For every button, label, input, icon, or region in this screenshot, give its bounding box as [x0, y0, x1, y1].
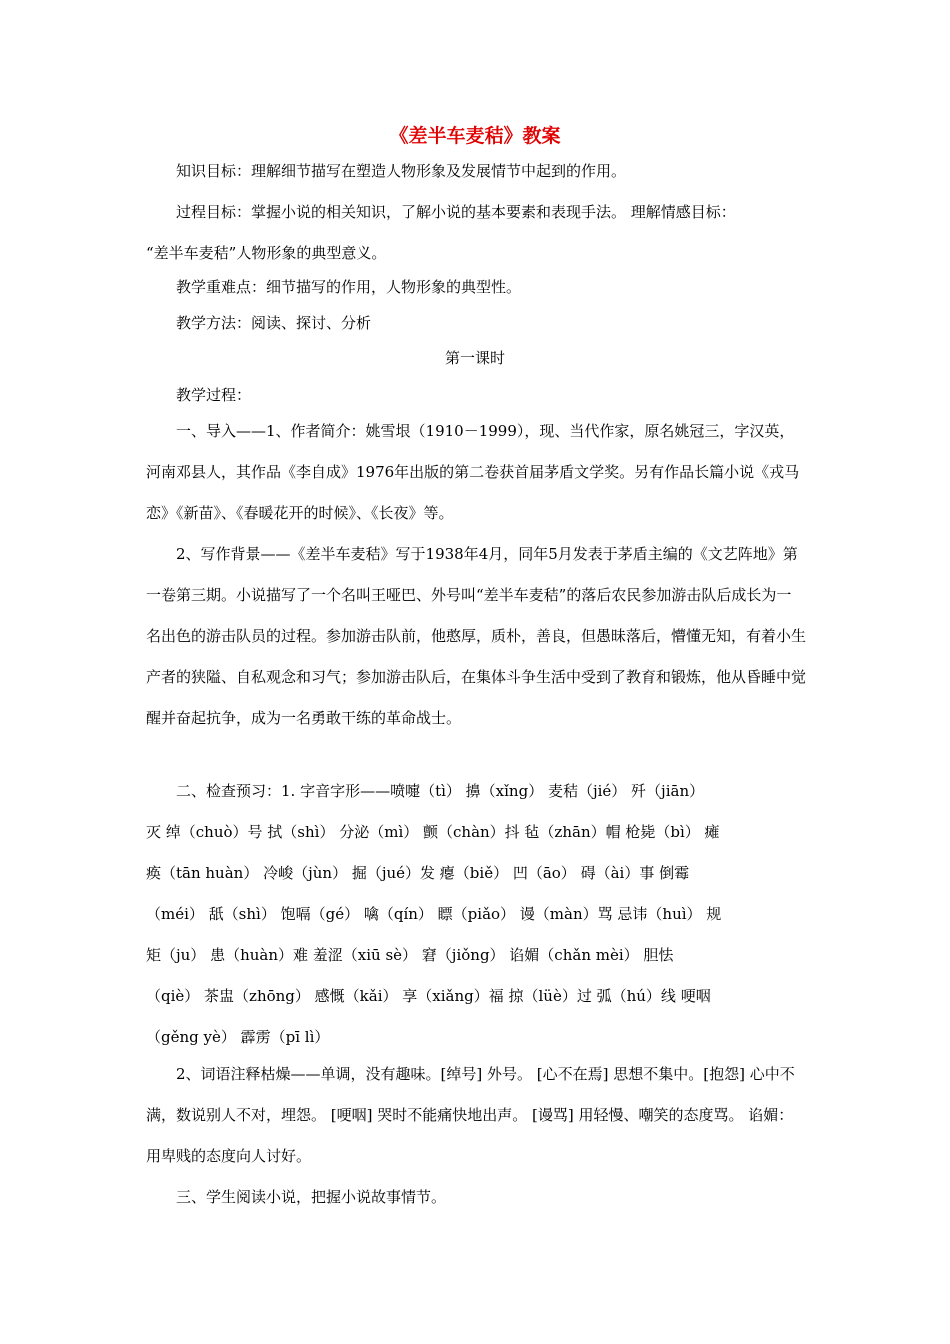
intro-paragraph: 一、导入——1、作者简介：姚雪垠（1910－1999），现、当代作家，原名姚冠三，字汉英，河南邓县人，其作品《李自成》1976年出版的第二卷获首届茅盾文学奖。另有作品长篇小说《戎马恋》《新苗》、《春暖花开的时候》、《长夜》等。 — [146, 422, 800, 522]
key-points: 教学重难点：细节描写的作用，人物形象的典型性。 — [176, 278, 522, 296]
check-line-1: 二、检查预习：1. 字音字形——喷嚏（tì） 擤（xǐng） 麦秸（jié） 歼（jiān） — [176, 782, 705, 800]
background-paragraph: 2、写作背景——《差半车麦秸》写于1938年4月，同年5月发表于茅盾主编的《文艺阵地》第一卷第三期。小说描写了一个名叫王哑巴、外号叫“差半车麦秸”的落后农民参加游击队后成长为一名出色的游击队员的过程。参加游击队前，他憨厚，质朴，善良，但愚昧落后，懵懂无知，有着小生产者的狭隘、自私观念和习气；参加游击队后，在集体斗争生活中受到了教育和锻炼，他从昏睡中觉醒并奋起抗争，成为一名勇敢干练的革命战士。 — [146, 545, 807, 727]
document-title: 《差半车麦秸》教案 — [389, 125, 561, 147]
reading-task: 三、学生阅读小说，把握小说故事情节。 — [176, 1188, 447, 1206]
objective-process-line1: 过程目标：掌握小说的相关知识，了解小说的基本要素和表现手法。 理解情感目标： — [176, 203, 736, 221]
teaching-methods: 教学方法：阅读、探讨、分析 — [176, 314, 372, 332]
lesson-heading: 第一课时 — [444, 349, 505, 367]
objective-process-line2: “差半车麦秸”人物形象的典型意义。 — [146, 244, 387, 262]
process-label: 教学过程： — [176, 386, 252, 404]
check-line-6: （qiè） 茶盅（zhōng） 感慨（kǎi） 享（xiǎng）福 掠（lüè）过 弧（hú）线 哽咽 — [146, 987, 711, 1005]
check-line-5: 矩（ju） 患（huàn）难 羞涩（xiū sè） 窘（jiǒng） 谄媚（chǎn mèi） 胆怯 — [146, 946, 674, 964]
vocab-paragraph: 2、词语注释枯燥——单调，没有趣味。[绰号] 外号。 [心不在焉] 思想不集中。[抱怨] 心中不满，数说别人不对，埋怨。 [哽咽] 哭时不能痛快地出声。 [谩骂] 用轻慢、嘲笑的态度骂。 谄媚：用卑贱的态度向人讨好。 — [146, 1065, 795, 1165]
check-line-7: （gěng yè） 霹雳（pī lì） — [146, 1028, 330, 1046]
check-line-4: （méi） 舐（shì） 饱嗝（gé） 噙（qín） 瞟（piǎo） 谩（màn）骂 忌讳（huì） 规 — [146, 905, 722, 923]
check-line-3: 痪（tān huàn） 冷峻（jùn） 掘（jué）发 瘪（biě） 凹（āo） 碍（ài）事 倒霉 — [146, 864, 690, 882]
check-line-2: 灭 绰（chuò）号 拭（shì） 分泌（mì） 颤（chàn）抖 毡（zhān）帽 枪毙（bì） 瘫 — [146, 823, 720, 841]
objective-knowledge: 知识目标：理解细节描写在塑造人物形象及发展情节中起到的作用。 — [176, 162, 627, 180]
